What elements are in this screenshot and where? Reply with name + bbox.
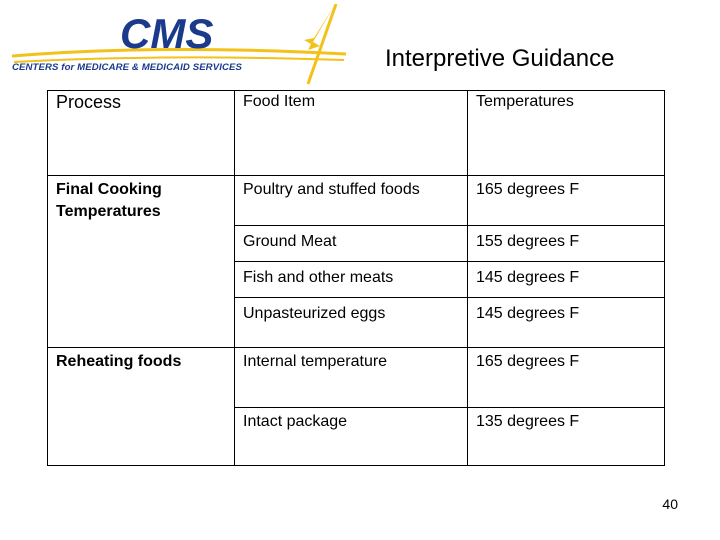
- food-item-cell: Poultry and stuffed foods: [235, 176, 468, 226]
- temperature-cell: 165 degrees F: [468, 348, 665, 408]
- food-item-cell: Internal temperature: [235, 348, 468, 408]
- logo-brand-text: CMS: [120, 10, 214, 57]
- process-cell: Final Cooking Temperatures: [48, 176, 235, 348]
- temperature-cell: 145 degrees F: [468, 262, 665, 298]
- table-header-row: [48, 91, 665, 176]
- food-item-cell: Ground Meat: [235, 226, 468, 262]
- food-item-cell: Unpasteurized eggs: [235, 298, 468, 348]
- temperature-cell: 155 degrees F: [468, 226, 665, 262]
- slide-title: Interpretive Guidance: [385, 45, 615, 72]
- header-food-item: Food Item: [235, 91, 468, 176]
- header-temperatures: Temperatures: [468, 91, 665, 176]
- process-cell: Reheating foods: [48, 348, 235, 466]
- header-process: Process: [48, 91, 235, 176]
- temperature-cell: 145 degrees F: [468, 298, 665, 348]
- food-item-cell: Fish and other meats: [235, 262, 468, 298]
- cms-logo-graphic: [8, 4, 350, 86]
- page-number: 40: [662, 496, 678, 512]
- guidance-table: [47, 90, 665, 466]
- logo-caption: CENTERS for MEDICARE & MEDICAID SERVICES: [12, 62, 243, 73]
- temperature-cell: 165 degrees F: [468, 176, 665, 226]
- table-row: [48, 348, 665, 408]
- cms-logo: [8, 4, 350, 86]
- temperature-cell: 135 degrees F: [468, 408, 665, 466]
- table-row: [48, 176, 665, 226]
- food-item-cell: Intact package: [235, 408, 468, 466]
